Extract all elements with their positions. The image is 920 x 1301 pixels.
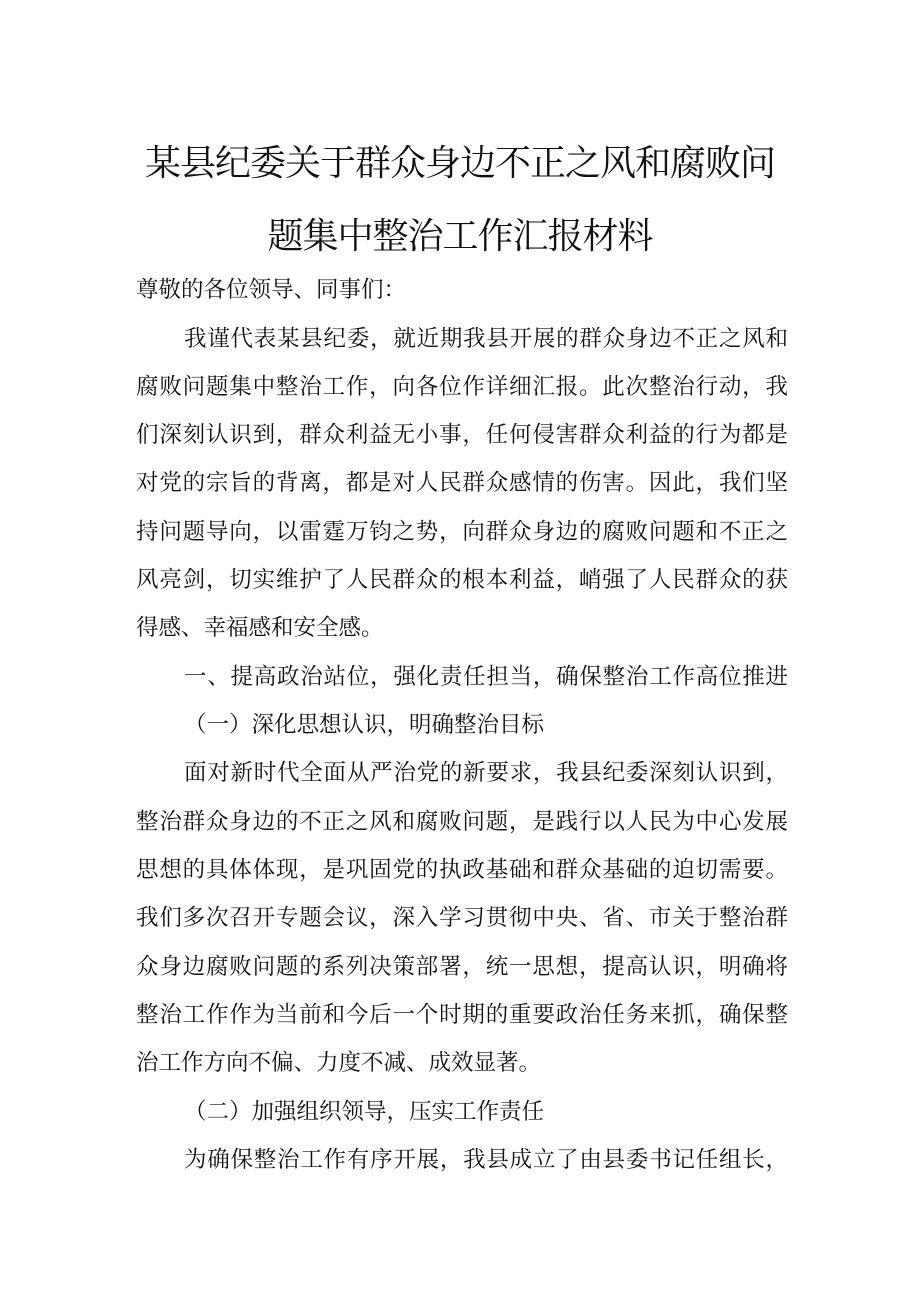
subsection-1-line-1: 面对新时代全面从严治党的新要求，我县纪委深刻认识到， [184,760,788,786]
intro-line-5: 持问题导向，以雷霆万钧之势，向群众身边的腐败问题和不正之 [136,519,788,545]
subsection-1-heading: （一）深化思想认识，明确整治目标 [184,712,545,738]
subsection-1-line-4: 我们多次召开专题会议，深入学习贯彻中央、省、市关于整治群 [136,905,788,931]
section-1-heading: 一、提高政治站位，强化责任担当，确保整治工作高位推进 [184,664,788,690]
document-title-line-2: 题集中整治工作汇报材料 [267,216,653,257]
intro-line-1: 我谨代表某县纪委，就近期我县开展的群众身边不正之风和 [184,326,788,352]
intro-line-4: 对党的宗旨的背离，都是对人民群众感情的伤害。因此，我们坚 [136,470,788,496]
subsection-2-heading: （二）加强组织领导，压实工作责任 [184,1099,545,1125]
document-title-line-1: 某县纪委关于群众身边不正之风和腐败问 [144,143,775,184]
subsection-1-line-5: 众身边腐败问题的系列决策部署，统一思想，提高认识，明确将 [136,954,788,980]
intro-line-6: 风亮剑，切实维护了人民群众的根本利益，峭强了人民群众的获 [136,567,788,593]
salutation: 尊敬的各位领导、同事们： [136,277,407,303]
subsection-2-line-1: 为确保整治工作有序开展，我县成立了由县委书记任组长， [184,1147,788,1173]
subsection-1-line-7: 治工作方向不偏、力度不减、成效显著。 [136,1050,542,1076]
subsection-1-line-6: 整治工作作为当前和今后一个时期的重要政治任务来抓，确保整 [136,1002,788,1028]
intro-line-3: 们深刻认识到，群众利益无小事，任何侵害群众利益的行为都是 [136,422,788,448]
subsection-1-line-2: 整治群众身边的不正之风和腐败问题，是践行以人民为中心发展 [136,809,788,835]
subsection-1-line-3: 思想的具体体现，是巩固党的执政基础和群众基础的迫切需要。 [136,857,788,883]
intro-line-2: 腐败问题集中整治工作，向各位作详细汇报。此次整治行动，我 [136,374,788,400]
intro-line-7: 得感、幸福感和安全感。 [136,615,384,641]
